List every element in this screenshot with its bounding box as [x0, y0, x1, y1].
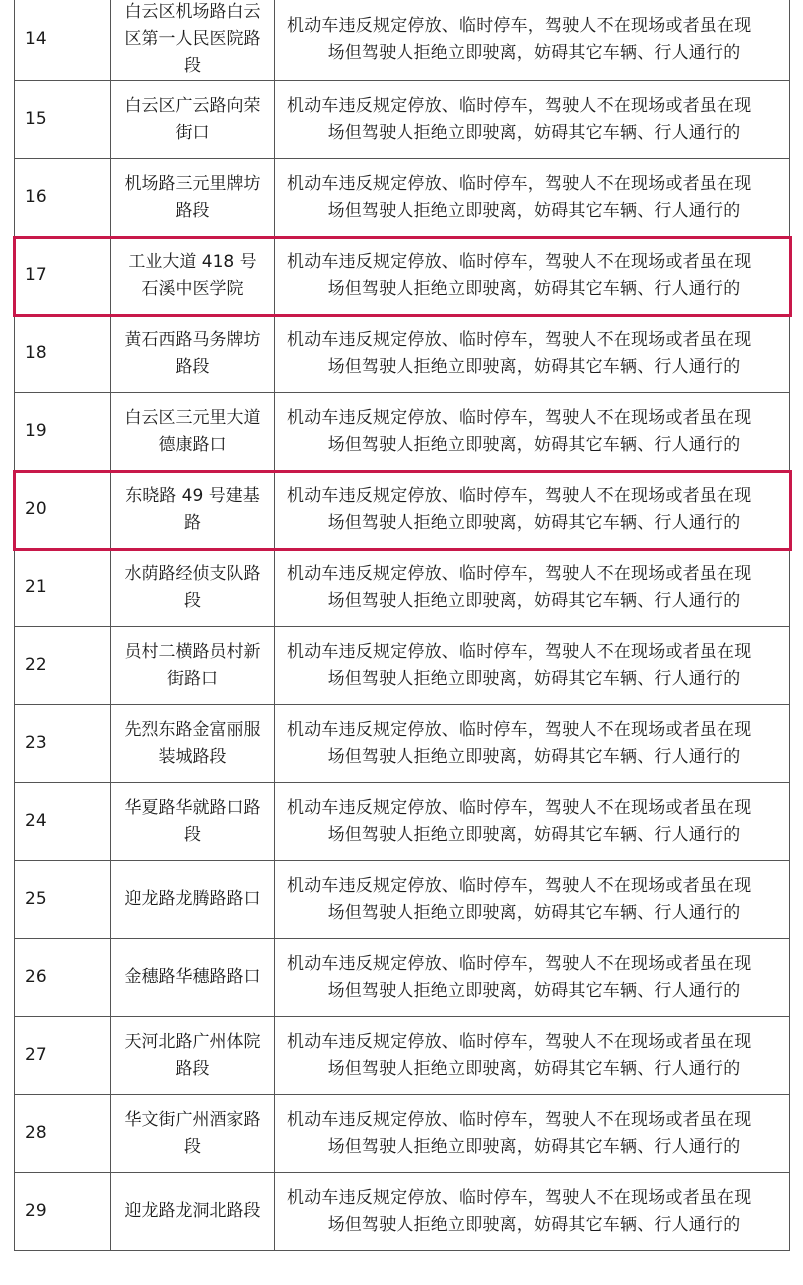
row-number: 19: [15, 393, 111, 471]
location-cell: 金穗路华穗路路口: [111, 939, 275, 1017]
row-number: 21: [15, 549, 111, 627]
row-number: 25: [15, 861, 111, 939]
violation-description-cell: [275, 315, 790, 393]
violation-description-cell: [275, 861, 790, 939]
table-row: [15, 159, 790, 237]
table-row: [15, 1017, 790, 1095]
row-number: 27: [15, 1017, 111, 1095]
violation-locations-table: [14, 0, 790, 1251]
violation-description-line2: 场但驾驶人拒绝立即驶离，妨碍其它车辆、行人通行的: [327, 824, 741, 845]
violation-description-cell: [275, 549, 790, 627]
violation-description-cell: [275, 627, 790, 705]
violation-description-line2: 场但驾驶人拒绝立即驶离，妨碍其它车辆、行人通行的: [327, 42, 741, 63]
row-number: 17: [15, 237, 111, 315]
location-cell: 白云区机场路白云区第一人民医院路段: [111, 0, 275, 81]
violation-description-line1: 机动车违反规定停放、临时停车，驾驶人不在现场或者虽在现: [287, 173, 752, 194]
table-row: [15, 627, 790, 705]
table-row: [15, 1173, 790, 1251]
violation-description-line1: 机动车违反规定停放、临时停车，驾驶人不在现场或者虽在现: [287, 1109, 752, 1130]
violation-description-cell: [275, 1017, 790, 1095]
table-row: [15, 549, 790, 627]
violation-description-line1: 机动车违反规定停放、临时停车，驾驶人不在现场或者虽在现: [287, 875, 752, 896]
row-number: 28: [15, 1095, 111, 1173]
table-row: [15, 393, 790, 471]
location-cell: 迎龙路龙洞北路段: [111, 1173, 275, 1251]
violation-description-line1: 机动车违反规定停放、临时停车，驾驶人不在现场或者虽在现: [287, 251, 752, 272]
row-number: 22: [15, 627, 111, 705]
location-cell: 机场路三元里牌坊路段: [111, 159, 275, 237]
table-row: [15, 315, 790, 393]
violation-description-line2: 场但驾驶人拒绝立即驶离，妨碍其它车辆、行人通行的: [327, 980, 741, 1001]
violation-description-line2: 场但驾驶人拒绝立即驶离，妨碍其它车辆、行人通行的: [327, 668, 741, 689]
violation-description-line2: 场但驾驶人拒绝立即驶离，妨碍其它车辆、行人通行的: [327, 356, 741, 377]
location-cell: 水荫路经侦支队路段: [111, 549, 275, 627]
location-cell: 工业大道 418 号石溪中医学院: [111, 237, 275, 315]
violation-description-line1: 机动车违反规定停放、临时停车，驾驶人不在现场或者虽在现: [287, 485, 752, 506]
violation-description-cell: [275, 0, 790, 81]
violation-description-cell: [275, 471, 790, 549]
row-number: 23: [15, 705, 111, 783]
location-cell: 先烈东路金富丽服装城路段: [111, 705, 275, 783]
table-row: [15, 237, 790, 315]
location-cell: 白云区广云路向荣街口: [111, 81, 275, 159]
location-cell: 迎龙路龙腾路路口: [111, 861, 275, 939]
violation-description-cell: [275, 939, 790, 1017]
violation-description-line1: 机动车违反规定停放、临时停车，驾驶人不在现场或者虽在现: [287, 1187, 752, 1208]
violation-description-line1: 机动车违反规定停放、临时停车，驾驶人不在现场或者虽在现: [287, 641, 752, 662]
violation-description-line1: 机动车违反规定停放、临时停车，驾驶人不在现场或者虽在现: [287, 797, 752, 818]
row-number: 24: [15, 783, 111, 861]
table-row: [15, 861, 790, 939]
violation-description-line2: 场但驾驶人拒绝立即驶离，妨碍其它车辆、行人通行的: [327, 122, 741, 143]
violation-description-line2: 场但驾驶人拒绝立即驶离，妨碍其它车辆、行人通行的: [327, 512, 741, 533]
row-number: 14: [15, 0, 111, 81]
violation-description-line2: 场但驾驶人拒绝立即驶离，妨碍其它车辆、行人通行的: [327, 746, 741, 767]
location-cell: 华文街广州酒家路段: [111, 1095, 275, 1173]
location-cell: 华夏路华就路口路段: [111, 783, 275, 861]
violation-description-line1: 机动车违反规定停放、临时停车，驾驶人不在现场或者虽在现: [287, 15, 752, 36]
violation-description-cell: [275, 783, 790, 861]
row-number: 15: [15, 81, 111, 159]
violation-description-cell: [275, 237, 790, 315]
violation-description-cell: [275, 705, 790, 783]
violation-description-line1: 机动车违反规定停放、临时停车，驾驶人不在现场或者虽在现: [287, 719, 752, 740]
row-number: 20: [15, 471, 111, 549]
violation-description-line1: 机动车违反规定停放、临时停车，驾驶人不在现场或者虽在现: [287, 953, 752, 974]
violation-description-line2: 场但驾驶人拒绝立即驶离，妨碍其它车辆、行人通行的: [327, 1136, 741, 1157]
table-row: [15, 705, 790, 783]
table-row: [15, 471, 790, 549]
violation-description-cell: [275, 1095, 790, 1173]
location-cell: 黄石西路马务牌坊路段: [111, 315, 275, 393]
row-number: 26: [15, 939, 111, 1017]
violation-description-line2: 场但驾驶人拒绝立即驶离，妨碍其它车辆、行人通行的: [327, 200, 741, 221]
violation-description-line2: 场但驾驶人拒绝立即驶离，妨碍其它车辆、行人通行的: [327, 278, 741, 299]
violation-description-cell: [275, 1173, 790, 1251]
table-row: [15, 1095, 790, 1173]
violation-description-line2: 场但驾驶人拒绝立即驶离，妨碍其它车辆、行人通行的: [327, 590, 741, 611]
row-number: 29: [15, 1173, 111, 1251]
violation-description-line1: 机动车违反规定停放、临时停车，驾驶人不在现场或者虽在现: [287, 563, 752, 584]
table-row: [15, 783, 790, 861]
violation-description-line1: 机动车违反规定停放、临时停车，驾驶人不在现场或者虽在现: [287, 95, 752, 116]
violation-description-line2: 场但驾驶人拒绝立即驶离，妨碍其它车辆、行人通行的: [327, 1214, 741, 1235]
violation-description-line2: 场但驾驶人拒绝立即驶离，妨碍其它车辆、行人通行的: [327, 902, 741, 923]
table-row: [15, 81, 790, 159]
violation-description-cell: [275, 393, 790, 471]
violation-description-line1: 机动车违反规定停放、临时停车，驾驶人不在现场或者虽在现: [287, 1031, 752, 1052]
violation-description-line1: 机动车违反规定停放、临时停车，驾驶人不在现场或者虽在现: [287, 329, 752, 350]
location-cell: 白云区三元里大道德康路口: [111, 393, 275, 471]
violation-description-line1: 机动车违反规定停放、临时停车，驾驶人不在现场或者虽在现: [287, 407, 752, 428]
location-cell: 员村二横路员村新街路口: [111, 627, 275, 705]
violation-description-cell: [275, 81, 790, 159]
row-number: 18: [15, 315, 111, 393]
table-body: [15, 0, 790, 1251]
violation-description-cell: [275, 159, 790, 237]
row-number: 16: [15, 159, 111, 237]
violation-description-line2: 场但驾驶人拒绝立即驶离，妨碍其它车辆、行人通行的: [327, 434, 741, 455]
location-cell: 东晓路 49 号建基路: [111, 471, 275, 549]
table-row: [15, 939, 790, 1017]
violation-description-line2: 场但驾驶人拒绝立即驶离，妨碍其它车辆、行人通行的: [327, 1058, 741, 1079]
location-cell: 天河北路广州体院路段: [111, 1017, 275, 1095]
table-row: [15, 0, 790, 81]
